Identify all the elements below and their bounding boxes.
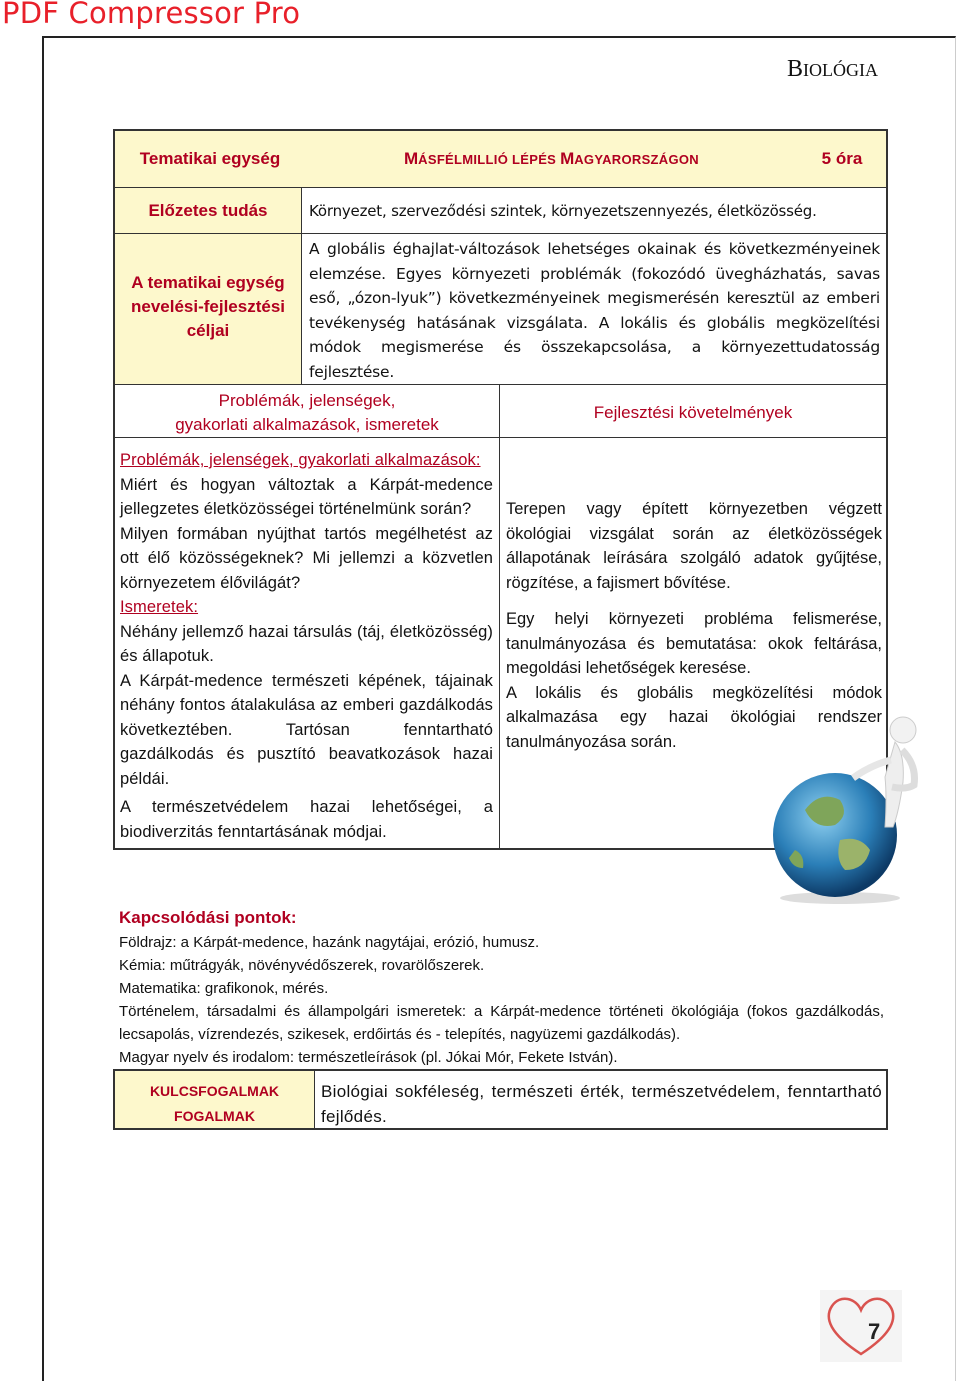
knowledge-heading: Ismeretek: <box>120 598 199 616</box>
goals-label-line: A tematikai egység <box>131 273 285 292</box>
goals-label <box>115 234 302 384</box>
requirement-paragraph: A lokális és globális megközelítési módok alkalmazása egy hazai ökológiai rendszer tanulmányozása során. <box>506 683 882 751</box>
topic-title-part: ÁSFÉLMILLIÓ LÉPÉS <box>418 152 561 167</box>
right-column-header: Fejlesztési követelmények <box>593 403 793 422</box>
goals-text: A globális éghajlat-változások lehetséges okainak és következményeinek elemzése. Egyes környezeti problémák (fokozódó üvegházhatás, savas eső, „ózon-lyuk”) következményeinek megismerésén keresztül az emberi tevékenység hatásának vizsgálata. A lokális és globális megközelítési módok megismerése és összekapcsolása, a környezettudatosság fejlesztése. <box>309 240 880 381</box>
requirement-paragraph: Terepen vagy épített környezetben végzett ökológiai vizsgálat során az életközösségek állapotának leírására szolgáló adatok gyűjtése, rögzítése, a fajismert bővítése. <box>506 500 882 592</box>
key-concepts-table <box>113 1069 888 1130</box>
problems-paragraph: Miért és hogyan változtak a Kárpát-medence jellegzetes életközösségei történelmünk során? <box>120 475 493 518</box>
connection-line: Kémia: műtrágyák, növényvédőszerek, rovarölőszerek. <box>119 957 485 974</box>
connection-line: Földrajz: a Kárpát-medence, hazánk nagytájai, erózió, humusz. <box>119 934 540 951</box>
connections-section <box>119 905 884 1069</box>
topic-hours: 5 óra <box>821 149 863 168</box>
requirement-paragraph: Egy helyi környezeti probléma felismerése, tanulmányozása és bemutatása: okok feltárása, megoldási lehetőségek keresése. <box>506 610 882 677</box>
topic-title-part: M <box>560 149 575 168</box>
subject-header <box>787 56 878 83</box>
knowledge-paragraph: A Kárpát-medence természeti képének, tájainak néhány fontos átalakulása az emberi gazdálkodás következtében. Tartósan fenntartható gazdálkodás és pusztító beavatkozások hazai példái. <box>120 671 493 788</box>
watermark: PDF Compressor Pro <box>2 0 301 30</box>
knowledge-paragraph: Néhány jellemző hazai társulás (táj, életközösség) és állapotuk. <box>120 622 493 665</box>
topic-header-row <box>115 131 886 188</box>
connection-line: Történelem, társadalmi és állampolgári ismeretek: a Kárpát-medence történeti ökológiája (fokos gazdálkodás, lecsapolás, vízrendezés, szikesek, erdőirtás és - telepítés, nagyüzemi gazdálkodás). <box>119 1003 884 1043</box>
left-column-header <box>115 385 500 437</box>
key-concepts-label-line: FOGALMAK <box>174 1108 255 1124</box>
problems-heading: Problémák, jelenségek, gyakorlati alkalmazások: <box>120 451 481 469</box>
page-number: 7 <box>868 1319 881 1344</box>
connection-line: Matematika: grafikonok, mérés. <box>119 980 329 997</box>
left-column-header-line: Problémák, jelenségek, <box>218 391 396 410</box>
page-number-badge <box>820 1290 902 1362</box>
topic-title-part: M <box>403 149 419 168</box>
globe-figure-illustration <box>745 700 925 905</box>
topic-label: Tematikai egység <box>139 149 281 168</box>
prerequisite-row <box>115 188 886 234</box>
connections-title: Kapcsolódási pontok: <box>119 908 297 927</box>
columns-header-row <box>115 385 886 437</box>
problems-paragraph: Milyen formában nyújthat tartós megélhetést az ott élő közösségeknek? Mi jellemzi a közvetlen környezetem élővilágát? <box>120 524 493 592</box>
goals-row <box>115 234 886 385</box>
left-column-header-line: gyakorlati alkalmazások, ismeretek <box>175 415 439 434</box>
prerequisite-text: Környezet, szerveződési szintek, környezetszennyezés, életközösség. <box>309 202 817 220</box>
topic-title <box>305 149 798 169</box>
problems-column <box>115 438 500 848</box>
goals-label-line: céljai <box>186 321 230 340</box>
connection-line: Magyar nyelv és irodalom: természetleírások (pl. Jókai Mór, Fekete István). <box>119 1049 618 1066</box>
topic-title-part: AGYARORSZÁGON <box>574 152 699 167</box>
subject-header-rest: IOLÓGIA <box>803 60 878 80</box>
key-concepts-label-line: KULCSFOGALMAK <box>149 1083 280 1099</box>
knowledge-paragraph: A természetvédelem hazai lehetőségei, a biodiverzitás fenntartásának módjai. <box>120 798 493 841</box>
subject-header-initial: B <box>787 56 804 82</box>
goals-label-line: nevelési-fejlesztési <box>130 297 286 316</box>
key-concepts-text: Biológiai sokféleség, természeti érték, természetvédelem, fenntartható fejlődés. <box>321 1082 882 1126</box>
prerequisite-label: Előzetes tudás <box>115 188 302 233</box>
key-concepts-label <box>115 1071 315 1128</box>
